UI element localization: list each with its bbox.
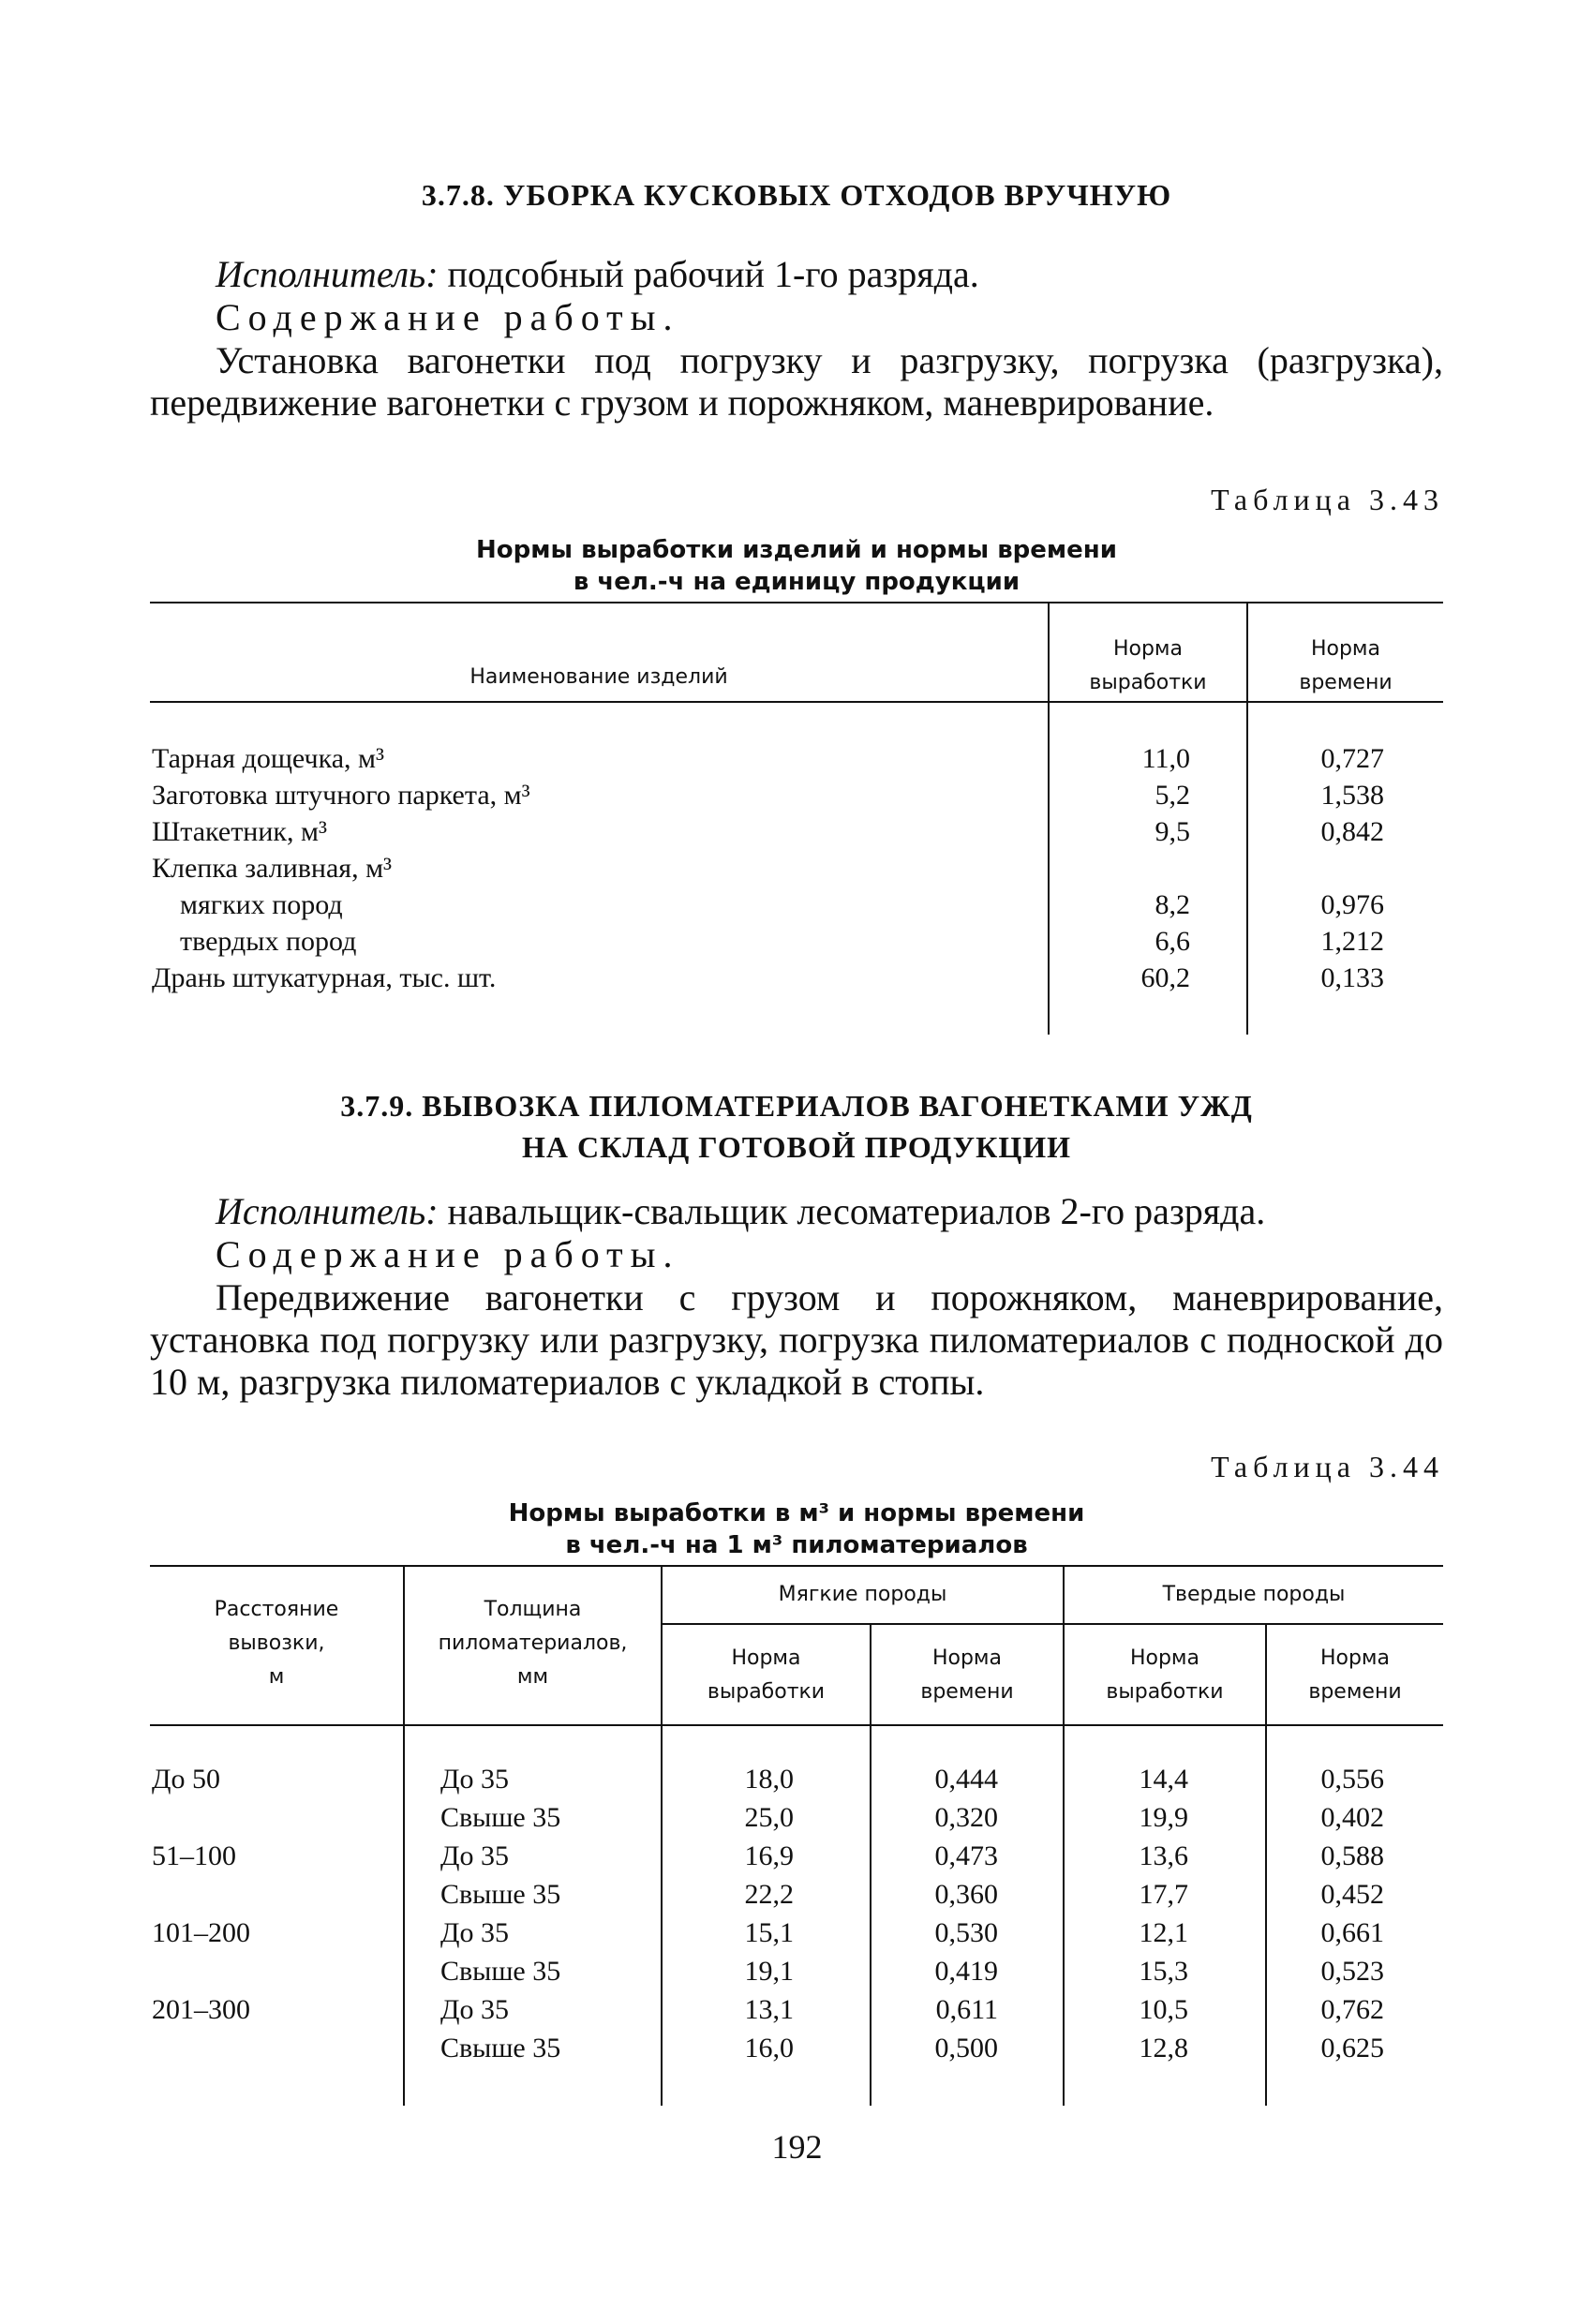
row-hard-output: 19,9 (1139, 1802, 1188, 1833)
row-output: 11,0 (1141, 743, 1190, 774)
header-line: Норма (1129, 1646, 1200, 1670)
row-hard-output: 12,8 (1139, 2033, 1188, 2063)
row-thickness: Свыше 35 (440, 1956, 561, 1987)
row-time: 1,212 (1320, 926, 1384, 957)
content-text-2: Передвижение вагонетки с грузом и порожняком, маневрирование, установка под погрузку или разгрузку, погрузка пиломатериалов с подноской до 10 м, разгрузка пиломатериалов с укладкой в стопы. (150, 1276, 1443, 1403)
row-soft-output: 16,0 (744, 2033, 794, 2063)
row-thickness: До 35 (440, 1917, 509, 1948)
row-hard-time: 0,523 (1320, 1956, 1384, 1987)
row-hard-time: 0,452 (1320, 1879, 1384, 1910)
header-line: времени (1308, 1680, 1402, 1704)
heading-line: НА СКЛАД ГОТОВОЙ ПРОДУКЦИИ (522, 1130, 1071, 1164)
row-distance: 201–300 (152, 1994, 250, 2025)
column-header-soft-time (871, 1642, 1063, 1709)
column-header-soft-output (663, 1642, 870, 1709)
page-number: 192 (771, 2128, 823, 2166)
table-rule (150, 602, 1443, 603)
section-heading-3-7-8: 3.7.8. УБОРКА КУСКОВЫХ ОТХОДОВ ВРУЧНУЮ (421, 178, 1172, 212)
table-caption-line: Нормы выработки изделий и нормы времени (476, 536, 1117, 564)
row-soft-time: 0,419 (934, 1956, 998, 1987)
row-hard-time: 0,402 (1320, 1802, 1384, 1833)
row-hard-time: 0,556 (1320, 1764, 1384, 1795)
table-caption-3-44 (150, 1497, 1443, 1561)
table-rule (662, 1623, 1443, 1625)
row-hard-time: 0,762 (1320, 1994, 1384, 2025)
table-rule (150, 701, 1443, 703)
row-name: мягких пород (180, 889, 343, 920)
executor-line-1 (150, 253, 1443, 295)
row-thickness: Свыше 35 (440, 1802, 561, 1833)
row-name: Штакетник, м³ (152, 816, 327, 847)
content-text-1: Установка вагонетки под погрузку и разгрузку, погрузка (разгрузка), передвижение вагонетки с грузом и порожняком, маневрирование. (150, 339, 1443, 424)
table-label-3-44: Таблица 3.44 (1211, 1450, 1444, 1483)
row-hard-time: 0,625 (1320, 2033, 1384, 2063)
column-header-soft: Мягкие породы (778, 1583, 947, 1606)
column-header-distance (150, 1593, 403, 1694)
row-time: 0,133 (1320, 962, 1384, 993)
row-hard-output: 14,4 (1139, 1764, 1188, 1795)
content-label-2: Содержание работы. (216, 1233, 680, 1275)
table-label-3-43: Таблица 3.43 (1211, 483, 1444, 516)
header-line: пиломатериалов, (438, 1631, 628, 1655)
row-distance: 51–100 (152, 1840, 236, 1871)
row-soft-output: 16,9 (744, 1840, 794, 1871)
row-name: Тарная дощечка, м³ (152, 743, 384, 774)
row-thickness: Свыше 35 (440, 2033, 561, 2063)
row-soft-output: 19,1 (744, 1956, 794, 1987)
row-soft-output: 18,0 (744, 1764, 794, 1795)
heading-line: 3.7.9. ВЫВОЗКА ПИЛОМАТЕРИАЛОВ ВАГОНЕТКАМИ УЖД (340, 1089, 1253, 1123)
header-line: времени (920, 1680, 1014, 1704)
row-soft-time: 0,360 (934, 1879, 998, 1910)
row-time: 0,976 (1320, 889, 1384, 920)
row-output: 60,2 (1140, 962, 1190, 993)
column-header-time (1248, 633, 1443, 700)
executor-text: навальщик-свальщик лесоматериалов 2-го разряда. (438, 1190, 1266, 1232)
row-hard-output: 10,5 (1139, 1994, 1188, 2025)
row-name: Клепка заливная, м³ (152, 853, 393, 884)
table-caption-3-43 (150, 534, 1443, 598)
header-line: мм (516, 1665, 549, 1689)
row-time: 1,538 (1320, 780, 1384, 811)
row-soft-time: 0,500 (934, 2033, 998, 2063)
row-output: 6,6 (1155, 926, 1190, 957)
row-hard-time: 0,661 (1320, 1917, 1384, 1948)
row-thickness: До 35 (440, 1994, 509, 2025)
column-header-hard-time (1267, 1642, 1443, 1709)
row-soft-output: 13,1 (744, 1994, 794, 2025)
row-soft-output: 15,1 (744, 1917, 794, 1948)
row-thickness: До 35 (440, 1764, 509, 1795)
row-hard-output: 12,1 (1139, 1917, 1188, 1948)
column-header-hard: Твердые породы (1162, 1583, 1346, 1606)
row-hard-output: 15,3 (1139, 1956, 1188, 1987)
header-line: Норма (1112, 637, 1184, 661)
row-name: Заготовка штучного паркета, м³ (152, 780, 530, 811)
header-line: Толщина (484, 1598, 582, 1621)
column-header-name: Наименование изделий (469, 665, 728, 689)
row-soft-time: 0,444 (934, 1764, 998, 1795)
row-soft-output: 25,0 (744, 1802, 794, 1833)
table-rule (150, 1724, 1443, 1726)
header-line: Норма (1310, 637, 1381, 661)
table-caption-line: Нормы выработки в м³ и нормы времени (508, 1499, 1085, 1527)
table-caption-line: в чел.-ч на единицу продукции (573, 568, 1020, 596)
row-output: 5,2 (1155, 780, 1190, 811)
row-soft-time: 0,611 (935, 1994, 998, 2025)
column-header-output (1050, 633, 1246, 700)
header-line: Расстояние (214, 1598, 339, 1621)
row-distance: До 50 (152, 1764, 220, 1795)
row-soft-time: 0,530 (934, 1917, 998, 1948)
row-time: 0,727 (1320, 743, 1384, 774)
header-line: выработки (1089, 671, 1207, 694)
column-header-thickness (405, 1593, 661, 1694)
row-time: 0,842 (1320, 816, 1384, 847)
row-hard-output: 17,7 (1139, 1879, 1188, 1910)
executor-text: подсобный рабочий 1-го разряда. (438, 253, 979, 295)
executor-label: Исполнитель: (216, 253, 439, 295)
row-distance: 101–200 (152, 1917, 250, 1948)
row-hard-time: 0,588 (1320, 1840, 1384, 1871)
header-line: вывозки, (228, 1631, 325, 1655)
table-caption-line: в чел.-ч на 1 м³ пиломатериалов (565, 1531, 1028, 1559)
executor-label: Исполнитель: (216, 1190, 439, 1232)
column-header-hard-output (1065, 1642, 1265, 1709)
row-thickness: Свыше 35 (440, 1879, 561, 1910)
header-line: м (268, 1665, 285, 1689)
header-line: выработки (707, 1680, 826, 1704)
row-hard-output: 13,6 (1139, 1840, 1188, 1871)
row-thickness: До 35 (440, 1840, 509, 1871)
row-soft-output: 22,2 (744, 1879, 794, 1910)
executor-line-2 (150, 1190, 1443, 1232)
row-name: твердых пород (180, 926, 357, 957)
table-rule (150, 1565, 1443, 1567)
header-line: времени (1299, 671, 1393, 694)
row-output: 9,5 (1155, 816, 1190, 847)
section-heading-3-7-9 (150, 1085, 1443, 1168)
header-line: Норма (931, 1646, 1003, 1670)
header-line: Норма (731, 1646, 801, 1670)
row-output: 8,2 (1155, 889, 1190, 920)
row-name: Дрань штукатурная, тыс. шт. (152, 962, 497, 993)
row-soft-time: 0,320 (934, 1802, 998, 1833)
content-label-1: Содержание работы. (216, 296, 680, 338)
row-soft-time: 0,473 (934, 1840, 998, 1871)
header-line: Норма (1319, 1646, 1391, 1670)
header-line: выработки (1106, 1680, 1224, 1704)
